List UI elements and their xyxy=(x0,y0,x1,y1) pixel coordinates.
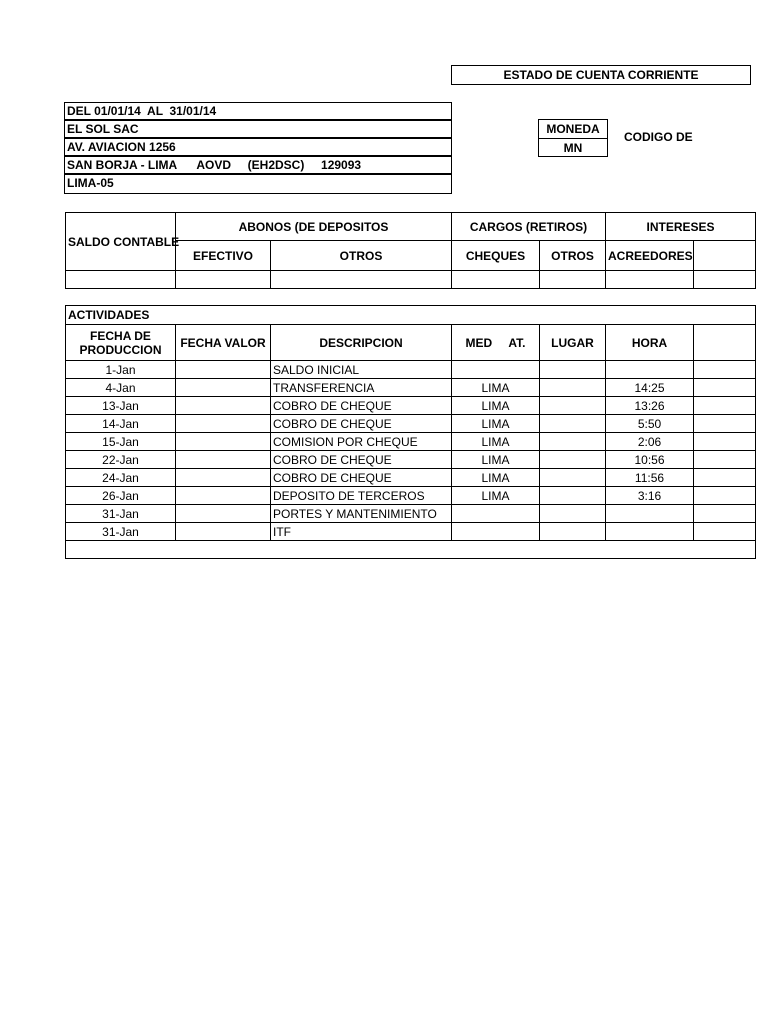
district-cell: SAN BORJA - LIMA AOVD (EH2DSC) 129093 xyxy=(64,156,452,174)
activity-row xyxy=(66,397,756,415)
row-fecha: 31-Jan xyxy=(66,523,176,541)
otros-header: OTROS xyxy=(271,241,452,271)
address-cell: AV. AVIACION 1256 xyxy=(64,138,452,156)
row-lugar xyxy=(540,505,606,523)
row-descripcion: COBRO DE CHEQUE xyxy=(271,469,452,487)
row-fecha-valor xyxy=(176,469,271,487)
row-fecha-valor xyxy=(176,505,271,523)
row-fecha: 26-Jan xyxy=(66,487,176,505)
currency-label: MONEDA xyxy=(538,119,608,139)
summary-cell xyxy=(66,271,176,289)
activity-row xyxy=(66,523,756,541)
hora-header: HORA xyxy=(606,325,694,361)
row-extra xyxy=(694,379,756,397)
row-descripcion: ITF xyxy=(271,523,452,541)
activity-row xyxy=(66,361,756,379)
saldo-contable-header: SALDO CONTABLE xyxy=(66,213,176,271)
row-hora xyxy=(606,523,694,541)
currency-value: MN xyxy=(538,138,608,157)
row-lugar xyxy=(540,523,606,541)
row-fecha: 4-Jan xyxy=(66,379,176,397)
row-lugar xyxy=(540,451,606,469)
activity-row xyxy=(66,379,756,397)
row-fecha: 24-Jan xyxy=(66,469,176,487)
summary-cell xyxy=(606,271,694,289)
activity-row xyxy=(66,451,756,469)
code-label: CODIGO DE xyxy=(624,130,693,144)
row-extra xyxy=(694,523,756,541)
summary-cell xyxy=(452,271,540,289)
fecha-produccion-header: FECHA DE PRODUCCION xyxy=(66,325,176,361)
row-fecha-valor xyxy=(176,433,271,451)
med-at-header: MED AT. xyxy=(452,325,540,361)
row-descripcion: COBRO DE CHEQUE xyxy=(271,415,452,433)
row-hora xyxy=(606,505,694,523)
row-fecha: 13-Jan xyxy=(66,397,176,415)
row-descripcion: COBRO DE CHEQUE xyxy=(271,397,452,415)
row-extra xyxy=(694,415,756,433)
row-extra xyxy=(694,487,756,505)
row-lugar xyxy=(540,415,606,433)
row-fecha: 14-Jan xyxy=(66,415,176,433)
fecha-valor-header: FECHA VALOR xyxy=(176,325,271,361)
row-hora: 5:50 xyxy=(606,415,694,433)
row-descripcion: COMISION POR CHEQUE xyxy=(271,433,452,451)
row-fecha-valor xyxy=(176,379,271,397)
summary-cell xyxy=(176,271,271,289)
row-lugar xyxy=(540,397,606,415)
row-extra xyxy=(694,433,756,451)
row-med: LIMA xyxy=(452,397,540,415)
efectivo-header: EFECTIVO xyxy=(176,241,271,271)
extra-header xyxy=(694,325,756,361)
row-med: LIMA xyxy=(452,469,540,487)
activities-table xyxy=(65,305,756,559)
row-lugar xyxy=(540,487,606,505)
row-med: LIMA xyxy=(452,487,540,505)
row-descripcion: COBRO DE CHEQUE xyxy=(271,451,452,469)
period-cell: DEL 01/01/14 AL 31/01/14 xyxy=(64,102,452,120)
row-descripcion: DEPOSITO DE TERCEROS xyxy=(271,487,452,505)
row-fecha-valor xyxy=(176,451,271,469)
row-descripcion: TRANSFERENCIA xyxy=(271,379,452,397)
row-fecha-valor xyxy=(176,361,271,379)
row-hora: 10:56 xyxy=(606,451,694,469)
summary-table xyxy=(65,212,756,289)
row-med xyxy=(452,523,540,541)
company-cell: EL SOL SAC xyxy=(64,120,452,138)
row-fecha: 31-Jan xyxy=(66,505,176,523)
activity-row xyxy=(66,415,756,433)
row-extra xyxy=(694,451,756,469)
summary-cell xyxy=(694,271,756,289)
abonos-header: ABONOS (DE DEPOSITOS xyxy=(176,213,452,241)
activity-row xyxy=(66,433,756,451)
row-hora xyxy=(606,361,694,379)
row-fecha-valor xyxy=(176,415,271,433)
row-fecha-valor xyxy=(176,487,271,505)
row-med: LIMA xyxy=(452,433,540,451)
cargos-header: CARGOS (RETIROS) xyxy=(452,213,606,241)
row-extra xyxy=(694,469,756,487)
activity-row xyxy=(66,505,756,523)
lugar-header: LUGAR xyxy=(540,325,606,361)
row-lugar xyxy=(540,379,606,397)
row-descripcion: PORTES Y MANTENIMIENTO xyxy=(271,505,452,523)
row-lugar xyxy=(540,469,606,487)
row-fecha: 15-Jan xyxy=(66,433,176,451)
row-hora: 2:06 xyxy=(606,433,694,451)
row-fecha: 1-Jan xyxy=(66,361,176,379)
acreedores-header: ACREEDORES xyxy=(606,241,694,271)
row-hora: 11:56 xyxy=(606,469,694,487)
row-hora: 14:25 xyxy=(606,379,694,397)
row-extra xyxy=(694,397,756,415)
branch-cell: LIMA-05 xyxy=(64,174,452,194)
row-lugar xyxy=(540,433,606,451)
activity-row xyxy=(66,469,756,487)
intereses-header: INTERESES xyxy=(606,213,756,241)
row-extra xyxy=(694,505,756,523)
row-med: LIMA xyxy=(452,379,540,397)
summary-cell xyxy=(540,271,606,289)
activities-footer xyxy=(66,541,756,559)
summary-cell xyxy=(271,271,452,289)
row-med xyxy=(452,505,540,523)
descripcion-header: DESCRIPCION xyxy=(271,325,452,361)
activity-rows xyxy=(66,361,756,541)
otros-cargos-header: OTROS xyxy=(540,241,606,271)
row-med: LIMA xyxy=(452,415,540,433)
row-hora: 13:26 xyxy=(606,397,694,415)
row-med xyxy=(452,361,540,379)
row-hora: 3:16 xyxy=(606,487,694,505)
activities-label: ACTIVIDADES xyxy=(66,306,756,325)
row-fecha-valor xyxy=(176,397,271,415)
row-med: LIMA xyxy=(452,451,540,469)
cheques-header: CHEQUES xyxy=(452,241,540,271)
row-extra xyxy=(694,361,756,379)
row-descripcion: SALDO INICIAL xyxy=(271,361,452,379)
statement-title: ESTADO DE CUENTA CORRIENTE xyxy=(451,65,751,85)
row-fecha-valor xyxy=(176,523,271,541)
activity-row xyxy=(66,487,756,505)
row-fecha: 22-Jan xyxy=(66,451,176,469)
deudores-header xyxy=(694,241,756,271)
row-lugar xyxy=(540,361,606,379)
